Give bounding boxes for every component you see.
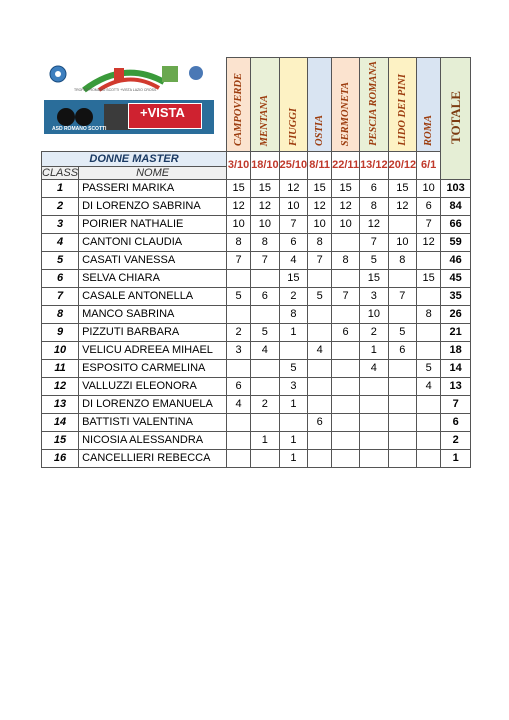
rank-cell: 7 (42, 287, 79, 305)
score-cell: 4 (360, 359, 389, 377)
score-cell (308, 305, 332, 323)
score-cell (388, 377, 417, 395)
total-cell: 84 (441, 197, 471, 215)
race-date: 8/11 (308, 151, 332, 179)
athlete-name-cell: CASATI VANESSA (79, 251, 227, 269)
score-cell: 10 (360, 305, 389, 323)
score-cell: 7 (251, 251, 280, 269)
score-cell (388, 413, 417, 431)
score-cell: 8 (279, 305, 308, 323)
score-cell (388, 269, 417, 287)
score-cell: 2 (251, 395, 280, 413)
score-cell (227, 431, 251, 449)
score-cell: 6 (227, 377, 251, 395)
table-row (42, 341, 471, 359)
rank-cell: 6 (42, 269, 79, 287)
race-header-ostia: OSTIA (308, 58, 332, 152)
score-cell (251, 449, 280, 467)
score-cell: 15 (308, 179, 332, 197)
race-header-pescia-romana: PESCIA ROMANA (360, 58, 389, 152)
score-cell (251, 377, 280, 395)
athlete-name-cell: PIZZUTI BARBARA (79, 323, 227, 341)
score-cell: 7 (360, 233, 389, 251)
score-cell (332, 341, 360, 359)
score-cell: 12 (332, 197, 360, 215)
score-cell: 8 (417, 305, 441, 323)
table-row (42, 359, 471, 377)
table-row (42, 431, 471, 449)
rank-cell: 5 (42, 251, 79, 269)
score-cell (332, 359, 360, 377)
athlete-name-cell: SELVA CHIARA (79, 269, 227, 287)
score-cell (417, 341, 441, 359)
rank-cell: 1 (42, 179, 79, 197)
score-cell: 8 (360, 197, 389, 215)
score-cell: 2 (360, 323, 389, 341)
score-cell (227, 305, 251, 323)
rank-cell: 15 (42, 431, 79, 449)
score-cell: 10 (227, 215, 251, 233)
score-cell (308, 323, 332, 341)
rank-cell: 14 (42, 413, 79, 431)
score-cell (417, 449, 441, 467)
score-cell: 4 (279, 251, 308, 269)
standings-table (41, 57, 471, 468)
total-cell: 66 (441, 215, 471, 233)
table-row (42, 269, 471, 287)
table-row (42, 323, 471, 341)
score-cell: 3 (360, 287, 389, 305)
score-cell (332, 305, 360, 323)
rank-cell: 4 (42, 233, 79, 251)
table-row (42, 413, 471, 431)
score-cell: 2 (279, 287, 308, 305)
race-date: 18/10 (251, 151, 280, 179)
score-cell: 7 (388, 287, 417, 305)
athlete-name-cell: CANTONI CLAUDIA (79, 233, 227, 251)
race-date: 25/10 (279, 151, 308, 179)
score-cell (308, 269, 332, 287)
score-cell (332, 269, 360, 287)
total-cell: 45 (441, 269, 471, 287)
athlete-name-cell: DI LORENZO SABRINA (79, 197, 227, 215)
category-title: DONNE MASTER (42, 151, 227, 166)
score-cell: 10 (332, 215, 360, 233)
total-cell: 21 (441, 323, 471, 341)
logo-top-text: TROFEO ROMANO SCOTTI +VISTA LAZIO CROSS (74, 88, 157, 92)
score-cell (227, 359, 251, 377)
score-cell (360, 431, 389, 449)
total-cell: 46 (441, 251, 471, 269)
score-cell (417, 431, 441, 449)
race-header-roma: ROMA (417, 58, 441, 152)
standings-body (42, 179, 471, 467)
score-cell: 6 (279, 233, 308, 251)
score-cell: 15 (251, 179, 280, 197)
race-header-sermoneta: SERMONETA (332, 58, 360, 152)
table-row (42, 305, 471, 323)
score-cell (279, 341, 308, 359)
score-cell: 3 (227, 341, 251, 359)
score-cell (360, 377, 389, 395)
score-cell: 15 (332, 179, 360, 197)
race-header-fiuggi: FIUGGI (279, 58, 308, 152)
score-cell: 15 (279, 269, 308, 287)
score-cell: 6 (332, 323, 360, 341)
athlete-name-cell: CASALE ANTONELLA (79, 287, 227, 305)
total-cell: 1 (441, 449, 471, 467)
score-cell: 5 (227, 287, 251, 305)
athlete-name-cell: VALLUZZI ELEONORA (79, 377, 227, 395)
score-cell: 1 (279, 323, 308, 341)
category-row (42, 151, 471, 166)
score-cell (251, 269, 280, 287)
score-cell (360, 449, 389, 467)
race-date: 13/12 (360, 151, 389, 179)
score-cell (360, 395, 389, 413)
score-cell (308, 449, 332, 467)
athlete-name-cell: DI LORENZO EMANUELA (79, 395, 227, 413)
score-cell: 12 (388, 197, 417, 215)
score-cell: 5 (279, 359, 308, 377)
sponsor-name: +VISTA (140, 105, 185, 120)
score-cell (417, 413, 441, 431)
score-cell: 1 (279, 431, 308, 449)
score-cell: 1 (251, 431, 280, 449)
total-cell: 14 (441, 359, 471, 377)
table-row (42, 251, 471, 269)
total-cell: 35 (441, 287, 471, 305)
score-cell: 3 (279, 377, 308, 395)
score-cell (251, 359, 280, 377)
rank-cell: 13 (42, 395, 79, 413)
rank-cell: 12 (42, 377, 79, 395)
athlete-name-cell: PASSERI MARIKA (79, 179, 227, 197)
table-row (42, 179, 471, 197)
score-cell: 15 (227, 179, 251, 197)
race-date: 3/10 (227, 151, 251, 179)
score-cell: 10 (388, 233, 417, 251)
score-cell (332, 395, 360, 413)
score-cell: 5 (388, 323, 417, 341)
rank-cell: 11 (42, 359, 79, 377)
score-cell: 8 (308, 233, 332, 251)
race-header-campoverde: CAMPOVERDE (227, 58, 251, 152)
score-cell: 1 (360, 341, 389, 359)
table-row (42, 287, 471, 305)
rank-cell: 9 (42, 323, 79, 341)
score-cell (332, 413, 360, 431)
table-row (42, 197, 471, 215)
score-cell (251, 305, 280, 323)
race-date: 20/12 (388, 151, 417, 179)
score-cell (332, 431, 360, 449)
table-row (42, 395, 471, 413)
rank-cell: 10 (42, 341, 79, 359)
score-cell: 1 (279, 449, 308, 467)
rank-cell: 16 (42, 449, 79, 467)
score-cell (388, 359, 417, 377)
score-cell: 12 (251, 197, 280, 215)
score-cell: 8 (227, 233, 251, 251)
rank-cell: 8 (42, 305, 79, 323)
score-cell: 6 (308, 413, 332, 431)
score-cell: 4 (308, 341, 332, 359)
score-cell: 6 (360, 179, 389, 197)
score-cell: 10 (279, 197, 308, 215)
score-cell (417, 287, 441, 305)
score-cell: 5 (417, 359, 441, 377)
score-cell (388, 431, 417, 449)
score-cell: 10 (251, 215, 280, 233)
athlete-name-cell: ESPOSITO CARMELINA (79, 359, 227, 377)
score-cell: 10 (417, 179, 441, 197)
score-cell (360, 413, 389, 431)
score-cell: 7 (417, 215, 441, 233)
total-cell: 103 (441, 179, 471, 197)
total-cell: 59 (441, 233, 471, 251)
total-cell: 13 (441, 377, 471, 395)
score-cell: 10 (308, 215, 332, 233)
table-row (42, 377, 471, 395)
total-cell: 26 (441, 305, 471, 323)
athlete-name-cell: BATTISTI VALENTINA (79, 413, 227, 431)
score-cell (417, 323, 441, 341)
score-cell (227, 413, 251, 431)
score-cell (388, 395, 417, 413)
score-cell (332, 377, 360, 395)
score-cell: 7 (227, 251, 251, 269)
score-cell: 6 (251, 287, 280, 305)
score-cell: 5 (360, 251, 389, 269)
score-cell: 5 (251, 323, 280, 341)
score-cell (417, 395, 441, 413)
score-cell (308, 395, 332, 413)
score-cell (308, 359, 332, 377)
athlete-name-cell: POIRIER NATHALIE (79, 215, 227, 233)
logo-caption: ASD ROMANO SCOTTI (52, 126, 107, 132)
score-cell (308, 377, 332, 395)
race-header-lido-dei-pini: LIDO DEI PINI (388, 58, 417, 152)
score-cell: 2 (227, 323, 251, 341)
score-cell: 4 (417, 377, 441, 395)
table-row (42, 215, 471, 233)
score-cell: 15 (388, 179, 417, 197)
score-cell: 5 (308, 287, 332, 305)
race-date: 22/11 (332, 151, 360, 179)
score-cell: 4 (251, 341, 280, 359)
total-header: TOTALE (441, 58, 471, 180)
table-row (42, 233, 471, 251)
athlete-name-cell: VELICU ADREEA MIHAEL (79, 341, 227, 359)
rank-cell: 2 (42, 197, 79, 215)
score-cell (388, 305, 417, 323)
score-cell: 6 (417, 197, 441, 215)
score-cell: 6 (388, 341, 417, 359)
score-cell: 12 (308, 197, 332, 215)
score-cell (227, 269, 251, 287)
score-cell: 12 (279, 179, 308, 197)
score-cell (227, 449, 251, 467)
total-cell: 6 (441, 413, 471, 431)
score-cell (279, 413, 308, 431)
score-cell: 15 (417, 269, 441, 287)
score-cell (388, 215, 417, 233)
score-cell (388, 449, 417, 467)
athlete-name-cell: CANCELLIERI REBECCA (79, 449, 227, 467)
race-date: 6/1 (417, 151, 441, 179)
rank-cell: 3 (42, 215, 79, 233)
total-cell: 2 (441, 431, 471, 449)
table-row (42, 449, 471, 467)
class-column-header: CLASS (42, 166, 79, 179)
race-header-row (42, 58, 471, 152)
athlete-name-cell: MANCO SABRINA (79, 305, 227, 323)
race-header-mentana: MENTANA (251, 58, 280, 152)
score-cell: 8 (251, 233, 280, 251)
score-cell: 12 (360, 215, 389, 233)
name-column-header: NOME (79, 166, 227, 179)
score-cell: 15 (360, 269, 389, 287)
score-cell: 7 (308, 251, 332, 269)
score-cell (417, 251, 441, 269)
score-cell: 7 (279, 215, 308, 233)
score-cell: 12 (227, 197, 251, 215)
score-cell: 8 (388, 251, 417, 269)
total-cell: 18 (441, 341, 471, 359)
score-cell (332, 449, 360, 467)
score-cell: 12 (417, 233, 441, 251)
score-cell: 1 (279, 395, 308, 413)
score-cell: 8 (332, 251, 360, 269)
total-cell: 7 (441, 395, 471, 413)
score-cell (332, 233, 360, 251)
score-cell: 4 (227, 395, 251, 413)
score-cell: 7 (332, 287, 360, 305)
score-cell (251, 413, 280, 431)
score-cell (308, 431, 332, 449)
athlete-name-cell: NICOSIA ALESSANDRA (79, 431, 227, 449)
